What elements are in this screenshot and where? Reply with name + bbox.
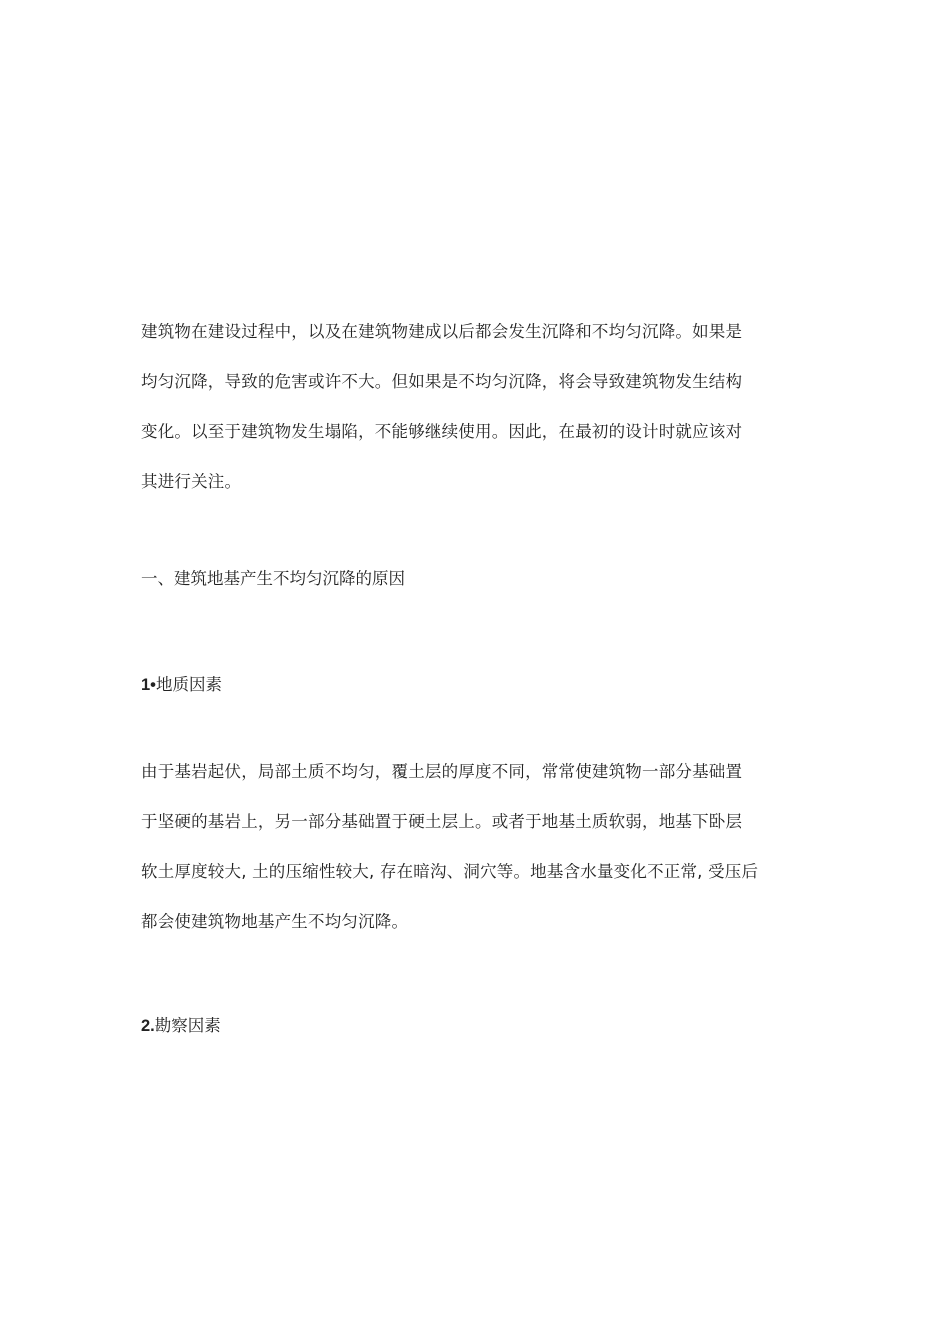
paragraph-line: 变化。以至于建筑物发生塌陷，不能够继续使用。因此，在最初的设计时就应该对 <box>141 422 743 441</box>
paragraph-line: 其进行关注。 <box>141 472 242 491</box>
paragraph-line: 软土厚度较大, 土的压缩性较大, 存在暗沟、洞穴等。地基含水量变化不正常, 受压后 <box>141 862 759 881</box>
section-heading: 一、建筑地基产生不均匀沉降的原因 <box>141 569 405 588</box>
paragraph-line: 由于基岩起伏，局部土质不均匀，覆土层的厚度不同，常常使建筑物一部分基础置 <box>141 762 743 781</box>
paragraph-line: 于坚硬的基岩上，另一部分基础置于硬土层上。或者于地基土质软弱，地基下卧层 <box>141 812 743 831</box>
subsection-number: 1• <box>141 676 156 694</box>
subsection-heading-1 <box>141 674 222 696</box>
subsection-heading-2 <box>141 1015 221 1037</box>
paragraph-line: 均匀沉降，导致的危害或许不大。但如果是不均匀沉降，将会导致建筑物发生结构 <box>141 372 743 391</box>
subsection-title: 勘察因素 <box>154 1016 221 1035</box>
subsection-title: 地质因素 <box>155 675 222 694</box>
subsection-number: 2. <box>141 1017 155 1035</box>
paragraph-line: 都会使建筑物地基产生不均匀沉降。 <box>141 912 409 931</box>
paragraph-line: 建筑物在建设过程中，以及在建筑物建成以后都会发生沉降和不均匀沉降。如果是 <box>141 322 743 341</box>
